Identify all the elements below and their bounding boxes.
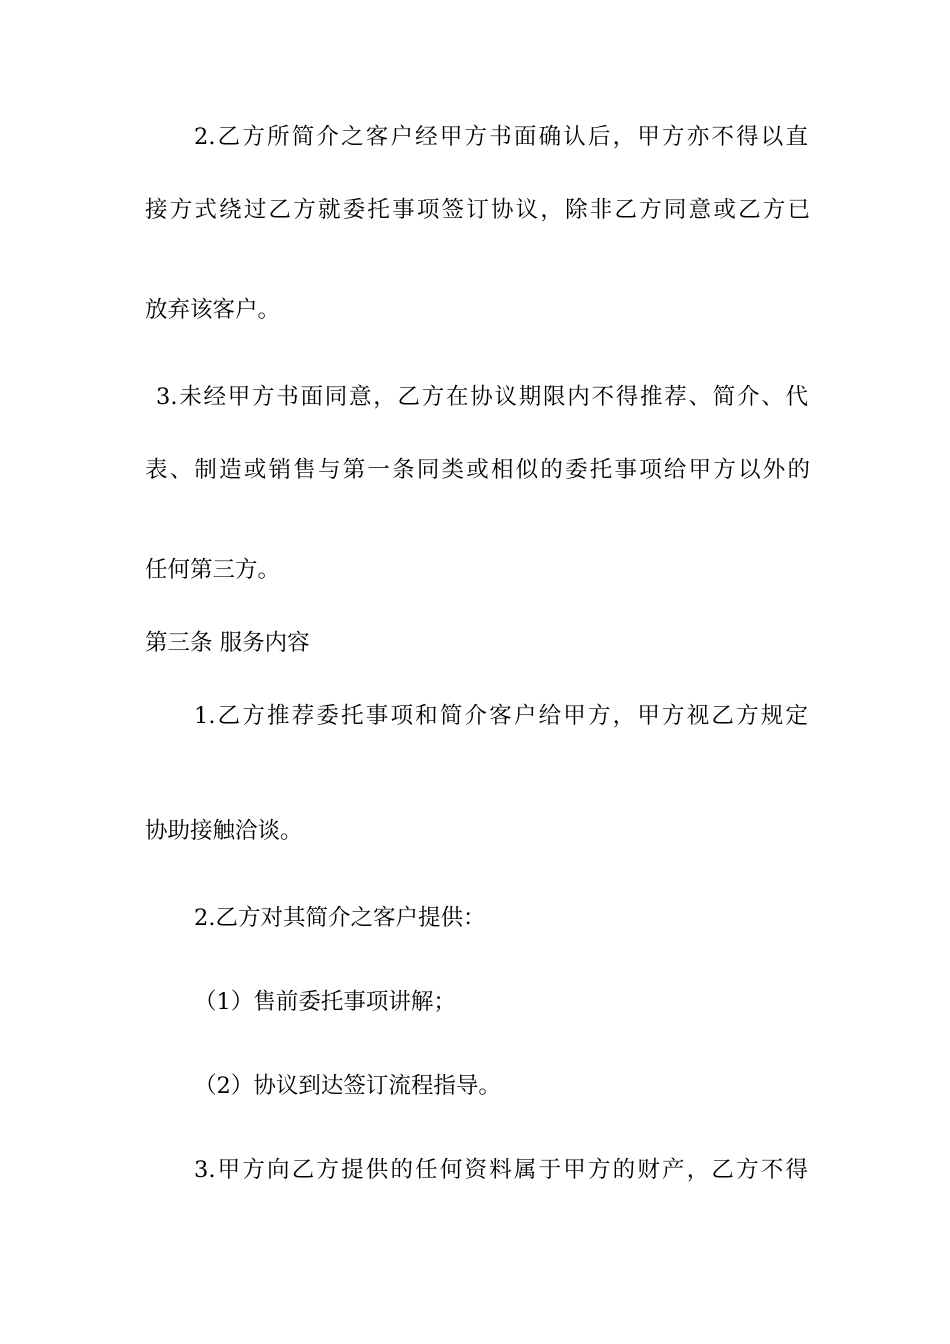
paragraph-line-7: 1.乙方推荐委托事项和简介客户给甲方，甲方视乙方规定 — [194, 703, 808, 729]
paragraph-line-8: 协助接触洽谈。 — [145, 818, 303, 844]
paragraph-line-5: 表、制造或销售与第一条同类或相似的委托事项给甲方以外的 — [145, 457, 810, 483]
paragraph-line-2: 接方式绕过乙方就委托事项签订协议，除非乙方同意或乙方已 — [145, 197, 810, 223]
paragraph-line-9: 2.乙方对其简介之客户提供： — [194, 905, 486, 931]
paragraph-line-10: 3.甲方向乙方提供的任何资料属于甲方的财产，乙方不得 — [194, 1157, 808, 1183]
paragraph-line-4: 3.未经甲方书面同意，乙方在协议期限内不得推荐、简介、代 — [156, 384, 808, 410]
list-item-1: （1）售前委托事项讲解； — [194, 989, 456, 1015]
list-item-2: （2）协议到达签订流程指导。 — [194, 1073, 501, 1099]
section-heading: 第三条 服务内容 — [145, 630, 310, 656]
paragraph-line-3: 放弃该客户。 — [145, 297, 281, 323]
paragraph-line-1: 2.乙方所简介之客户经甲方书面确认后，甲方亦不得以直 — [194, 124, 808, 150]
paragraph-line-6: 任何第三方。 — [145, 557, 281, 583]
